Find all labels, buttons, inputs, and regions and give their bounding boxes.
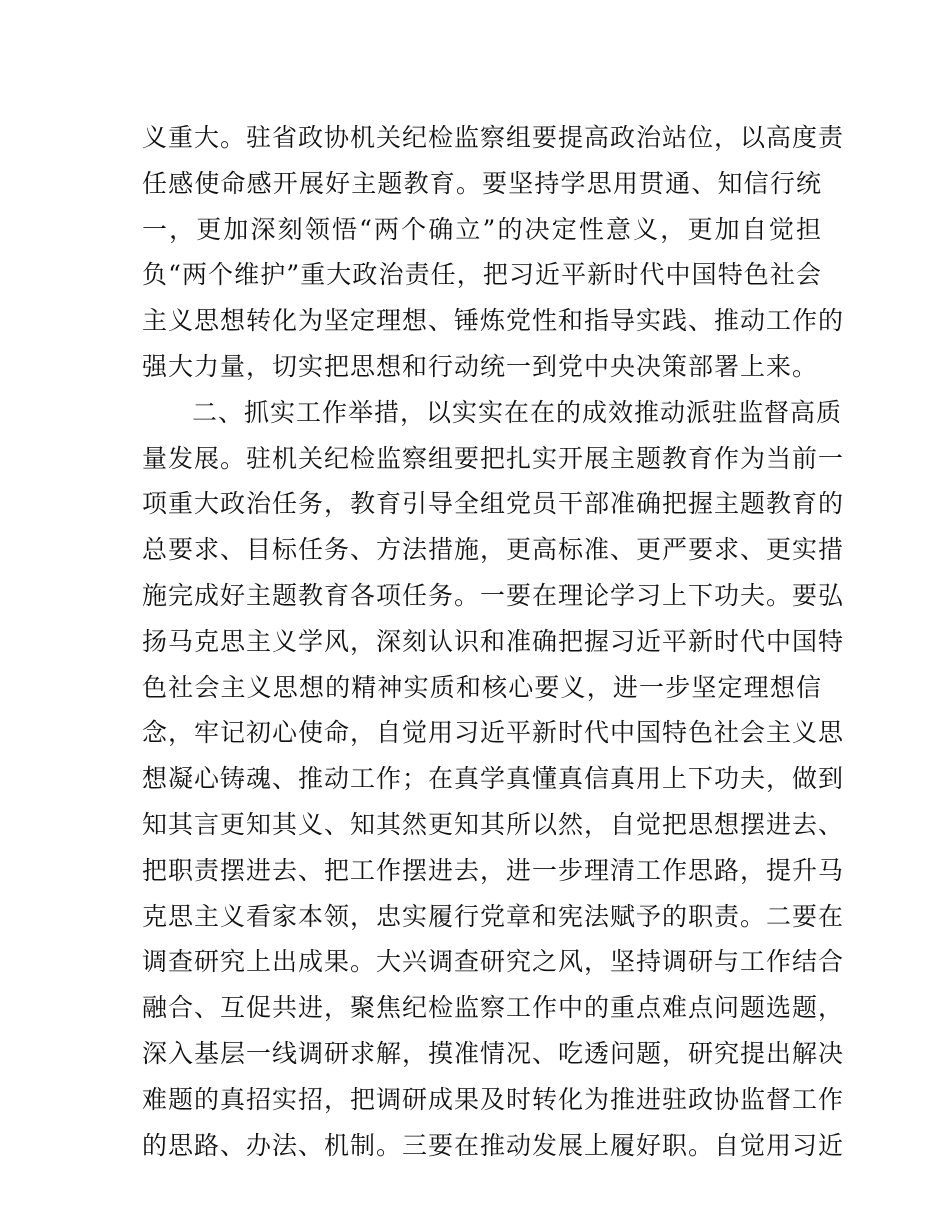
text-line: 总要求、目标任务、方法措施，更高标准、更严要求、更实措 [142,535,845,565]
text-line: 融合、互促共进，聚焦纪检监察工作中的重点难点问题选题， [142,993,845,1023]
text-line: 念，牢记初心使命，自觉用习近平新时代中国特色社会主义思 [142,718,845,748]
text-line: 施完成好主题教育各项任务。一要在理论学习上下功夫。要弘 [142,580,845,610]
body-text [142,115,845,1168]
text-line: 主义思想转化为坚定理想、锤炼党性和指导实践、推动工作的 [142,306,845,336]
text-line: 扬马克思主义学风，深刻认识和准确把握习近平新时代中国特 [142,626,845,656]
text-line: 量发展。驻机关纪检监察组要把扎实开展主题教育作为当前一 [142,443,845,473]
text-line: 调查研究上出成果。大兴调查研究之风，坚持调研与工作结合 [142,947,845,977]
text-line: 色社会主义思想的精神实质和核心要义，进一步坚定理想信 [142,672,822,702]
text-line: 任感使命感开展好主题教育。要坚持学思用贯通、知信行统 [142,168,822,198]
text-line: 知其言更知其义、知其然更知其所以然，自觉把思想摆进去、 [142,809,845,839]
text-line: 深入基层一线调研求解，摸准情况、吃透问题，研究提出解决 [142,1038,845,1068]
text-line: 义重大。驻省政协机关纪检监察组要提高政治站位，以高度责 [142,123,845,152]
text-line: 的思路、办法、机制。三要在推动发展上履好职。自觉用习近 [142,1130,845,1160]
text-line: 负“两个维护”重大政治责任，把习近平新时代中国特色社会 [142,260,822,290]
text-line: 难题的真招实招，把调研成果及时转化为推进驻政协监督工作 [142,1084,845,1114]
text-line: 项重大政治任务，教育引导全组党员干部准确把握主题教育的 [142,489,845,519]
text-line: 想凝心铸魂、推动工作；在真学真懂真信真用上下功夫，做到 [142,764,845,794]
text-line: 把职责摆进去、把工作摆进去，进一步理清工作思路，提升马 [142,855,845,885]
text-line: 克思主义看家本领，忠实履行党章和宪法赋予的职责。二要在 [142,901,845,931]
text-line: 强大力量，切实把思想和行动统一到党中央决策部署上来。 [142,351,819,381]
text-line: 一，更加深刻领悟“两个确立”的决定性意义，更加自觉担 [142,214,822,244]
paragraph-start-line: 二、抓实工作举措，以实实在在的成效推动派驻监督高质 [192,397,843,427]
